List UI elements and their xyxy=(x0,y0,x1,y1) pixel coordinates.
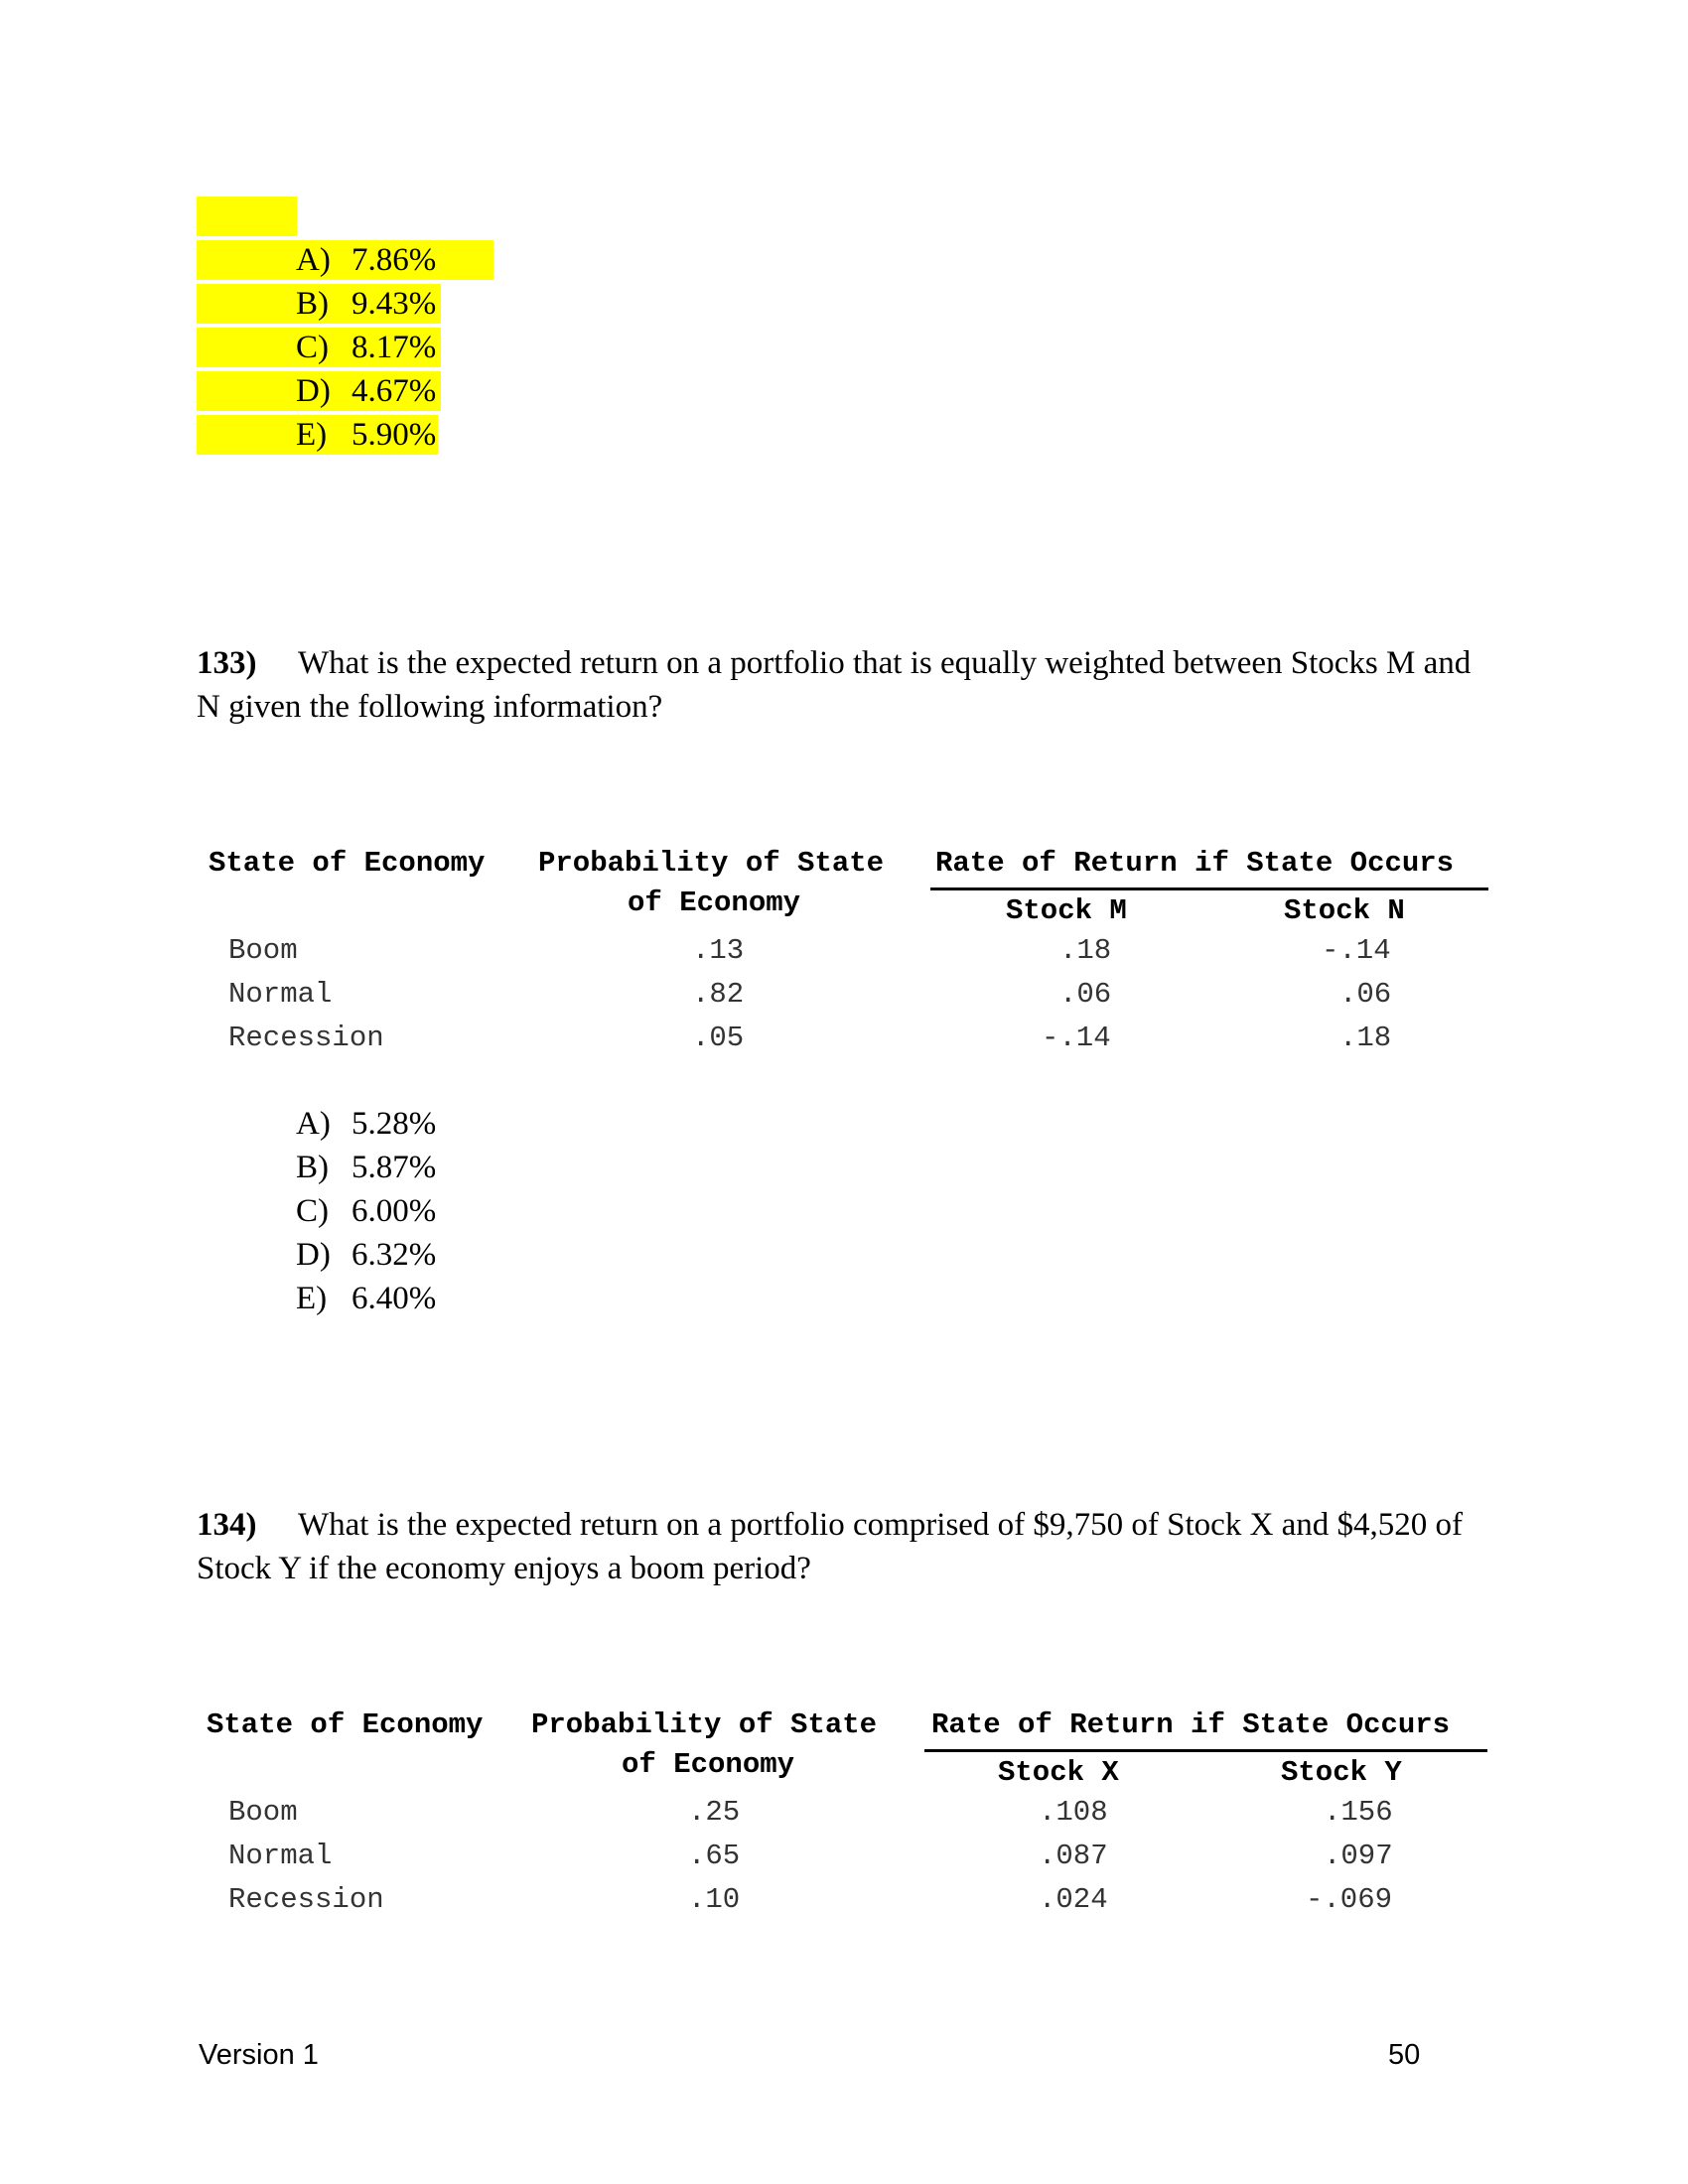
table-cell-state: Normal xyxy=(228,978,333,1011)
answer-option xyxy=(296,1189,436,1233)
answer-letter: B) xyxy=(296,286,329,322)
table-cell-state: Recession xyxy=(228,1883,384,1916)
table-header-probability-line2: of Economy xyxy=(622,1748,795,1781)
answer-option xyxy=(296,282,436,326)
table-cell-stock-x: .024 xyxy=(1039,1883,1108,1916)
answer-value: 4.67% xyxy=(352,373,437,409)
answer-option xyxy=(296,326,436,369)
answer-letter: D) xyxy=(296,1237,331,1273)
header-rule xyxy=(924,1749,1487,1752)
table-cell-probability: .65 xyxy=(688,1840,741,1872)
question-133-text-line2 xyxy=(197,685,1487,729)
table-cell-stock-n: .18 xyxy=(1339,1022,1392,1054)
answer-value: 6.00% xyxy=(352,1193,437,1229)
answer-letter: D) xyxy=(296,373,331,409)
answer-letter: B) xyxy=(296,1150,329,1185)
table-cell-probability: .25 xyxy=(688,1796,741,1829)
answer-option xyxy=(296,1146,436,1189)
question-number: 134) xyxy=(197,1507,257,1543)
answer-option xyxy=(296,238,436,282)
table-cell-probability: .05 xyxy=(692,1022,745,1054)
question-number: 133) xyxy=(197,645,257,681)
question-133-text xyxy=(197,641,1487,685)
table-header-probability: Probability of State xyxy=(531,1708,878,1741)
answer-value: 6.32% xyxy=(352,1237,437,1273)
answer-value: 6.40% xyxy=(352,1281,437,1316)
table-cell-stock-x: .087 xyxy=(1039,1840,1108,1872)
table-cell-probability: .82 xyxy=(692,978,745,1011)
answer-value: 5.90% xyxy=(352,417,437,453)
table-cell-stock-y: .156 xyxy=(1324,1796,1393,1829)
answer-option xyxy=(296,413,436,457)
table-cell-stock-m: .06 xyxy=(1059,978,1112,1011)
table-cell-stock-n: .06 xyxy=(1339,978,1392,1011)
answer-letter: E) xyxy=(296,417,328,453)
table-header-rate: Rate of Return if State Occurs xyxy=(935,847,1455,880)
answer-letter: A) xyxy=(296,242,331,278)
answer-option xyxy=(296,369,436,413)
answer-letter: A) xyxy=(296,1106,331,1142)
question-134-text xyxy=(197,1503,1487,1547)
answer-option xyxy=(296,1102,436,1146)
table-header-rate: Rate of Return if State Occurs xyxy=(931,1708,1451,1741)
table-cell-stock-x: .108 xyxy=(1039,1796,1108,1829)
answer-option xyxy=(296,1277,436,1320)
table-cell-stock-m: -.14 xyxy=(1042,1022,1111,1054)
question-134-text-line2 xyxy=(197,1547,1487,1590)
answer-option xyxy=(296,1233,436,1277)
table-cell-state: Normal xyxy=(228,1840,333,1872)
answer-value: 9.43% xyxy=(352,286,437,322)
answer-value: 7.86% xyxy=(352,242,437,278)
answer-letter: E) xyxy=(296,1281,328,1316)
table-header-probability-line2: of Economy xyxy=(628,887,801,919)
table-cell-state: Boom xyxy=(228,934,298,967)
table-cell-stock-y: -.069 xyxy=(1306,1883,1393,1916)
table-cell-probability: .10 xyxy=(688,1883,741,1916)
table-cell-state: Recession xyxy=(228,1022,384,1054)
table-header-state: State of Economy xyxy=(209,847,486,880)
table-header-probability: Probability of State xyxy=(538,847,885,880)
table-header-stock-y: Stock Y xyxy=(1281,1756,1402,1789)
table-header-state: State of Economy xyxy=(207,1708,484,1741)
question-line: Stock Y if the economy enjoys a boom period? xyxy=(197,1551,811,1586)
highlight-block xyxy=(197,197,297,236)
answer-value: 8.17% xyxy=(352,330,437,365)
footer-version: Version 1 xyxy=(199,2039,319,2071)
table-header-stock-n: Stock N xyxy=(1284,894,1405,927)
question-line: N given the following information? xyxy=(197,689,663,725)
table-header-stock-x: Stock X xyxy=(998,1756,1119,1789)
answer-letter: C) xyxy=(296,330,329,365)
answer-letter: C) xyxy=(296,1193,329,1229)
answer-value: 5.87% xyxy=(352,1150,437,1185)
table-cell-stock-y: .097 xyxy=(1324,1840,1393,1872)
table-cell-stock-m: .18 xyxy=(1059,934,1112,967)
answer-value: 5.28% xyxy=(352,1106,437,1142)
table-cell-state: Boom xyxy=(228,1796,298,1829)
question-line: What is the expected return on a portfolio that is equally weighted between Stocks M and xyxy=(298,645,1472,681)
table-cell-stock-n: -.14 xyxy=(1322,934,1391,967)
table-header-stock-m: Stock M xyxy=(1006,894,1127,927)
table-cell-probability: .13 xyxy=(692,934,745,967)
question-line: What is the expected return on a portfolio comprised of $9,750 of Stock X and $4,520 of xyxy=(298,1507,1464,1543)
page-number: 50 xyxy=(1388,2039,1421,2071)
header-rule xyxy=(930,887,1488,890)
